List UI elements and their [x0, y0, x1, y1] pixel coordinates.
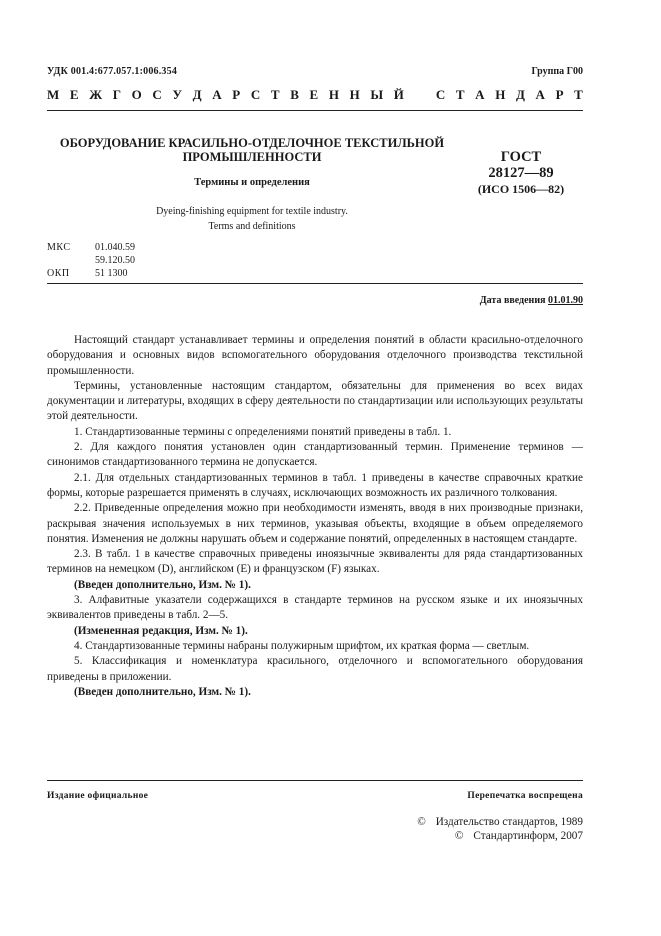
banner-letter: Й — [393, 87, 404, 102]
amendment-note: (Введен дополнительно, Изм. № 1). — [74, 578, 251, 591]
amendment-note: (Введен дополнительно, Изм. № 1). — [74, 685, 251, 698]
document-title — [47, 136, 457, 164]
title-line-1: ОБОРУДОВАНИЕ КРАСИЛЬНО-ОТДЕЛОЧНОЕ ТЕКСТИЛЬНОЙ — [59, 136, 445, 150]
body-paragraph: Настоящий стандарт устанавливает термины и определения понятий в области красильно-отделочного оборудования и основных видов вспомогательного оборудования отделочного производства текстильной промышленности. — [47, 334, 583, 377]
body-paragraph: 4. Стандартизованные термины набраны полужирным шрифтом, их краткая форма — светлым. — [74, 639, 530, 652]
copyright-line-2 — [417, 829, 583, 843]
document-body — [47, 333, 583, 700]
codes-divider — [47, 283, 583, 284]
copyright-block — [417, 815, 583, 843]
standard-banner — [47, 87, 583, 103]
effective-date — [480, 295, 583, 306]
document-subtitle: Термины и определения — [194, 177, 310, 188]
header-divider — [47, 110, 583, 111]
banner-letter: А — [212, 87, 222, 102]
edition-note: Издание официальное — [47, 791, 149, 801]
body-paragraph: 5. Классификация и номенклатура красильного, отделочного и вспомогательного оборудования приведены в приложении. — [47, 655, 583, 683]
banner-letter: О — [131, 87, 142, 102]
body-paragraph: 2. Для каждого понятия установлен один стандартизованный термин. Применение терминов — синонимов стандартизованного термина не допускается. — [47, 441, 583, 469]
gost-label: ГОСТ — [500, 149, 542, 165]
banner-letter: У — [172, 87, 182, 102]
banner-letter: Т — [270, 87, 280, 102]
copyright-text-1: Издательство стандартов, 1989 — [435, 816, 583, 828]
body-paragraph: 3. Алфавитные указатели содержащихся в стандарте терминов на русском языке и их иноязычных эквивалентов приведены в табл. 2—5. — [47, 594, 583, 622]
banner-letter: Т — [455, 87, 465, 102]
copyright-line-1 — [417, 815, 583, 829]
banner-letter: А — [475, 87, 485, 102]
classification-codes — [47, 241, 135, 280]
body-paragraph: Термины, установленные настоящим стандартом, обязательны для применения во всех видах документации и литературы, входящих в сферу деятельности по стандартизации или использующих результаты этой деятельности. — [47, 379, 583, 423]
gost-number: 28127—89 — [488, 165, 554, 181]
english-title-line-1: Dyeing-finishing equipment for textile industry. — [156, 206, 348, 217]
banner-letter: Е — [69, 87, 79, 102]
banner-letter: С — [152, 87, 162, 102]
reprint-note: Перепечатка воспрещена — [467, 791, 583, 801]
body-paragraph: 2.3. В табл. 1 в качестве справочных приведены иноязычные эквиваленты для ряда стандартизованных терминов на немецком (D), английском (E) и французском (F) языках. — [47, 548, 583, 576]
banner-letter: Ы — [370, 87, 384, 102]
effective-date-value: 01.01.90 — [548, 295, 583, 306]
code-row — [47, 241, 135, 254]
banner-letter: Р — [232, 87, 241, 102]
code-value: 51 1300 — [95, 268, 128, 279]
code-label — [47, 254, 95, 267]
code-label: ОКП — [47, 268, 70, 279]
code-label: МКС — [47, 242, 71, 253]
effective-date-label: Дата введения — [479, 295, 546, 306]
banner-letter: А — [535, 87, 545, 102]
banner-letter: Р — [555, 87, 564, 102]
code-value: 01.040.59 — [95, 242, 135, 253]
code-value: 59.120.50 — [95, 255, 135, 266]
body-paragraph: 2.2. Приведенные определения можно при необходимости изменять, вводя в них производные признаки, раскрывая значения используемых в них терминов, указывая объекты, входящие в объем определяемого понятия. Изменения не должны нарушать объем и содержание понятий, определенных в настоящем стандарте. — [47, 502, 583, 545]
banner-letter: С — [250, 87, 261, 102]
group-code: Группа Г00 — [531, 66, 583, 77]
banner-letter: Г — [112, 87, 122, 102]
banner-letter: Д — [192, 87, 202, 102]
banner-letter: Н — [349, 87, 360, 102]
footer-divider — [47, 780, 583, 781]
english-title-line-2: Terms and definitions — [208, 221, 296, 232]
code-row — [47, 254, 135, 267]
copyright-symbol: © — [417, 816, 426, 828]
banner-letter: Т — [574, 87, 583, 102]
banner-letter: Е — [309, 87, 319, 102]
banner-letter: В — [290, 87, 299, 102]
amendment-note: (Измененная редакция, Изм. № 1). — [74, 624, 248, 637]
gost-designation — [462, 150, 580, 197]
udk-code: УДК 001.4:677.057.1:006.354 — [47, 66, 178, 77]
copyright-symbol: © — [454, 830, 464, 842]
title-line-2: ПРОМЫШЛЕННОСТИ — [182, 150, 322, 164]
copyright-text-2: Стандартинформ, 2007 — [473, 830, 583, 842]
banner-letter: Н — [495, 87, 506, 102]
banner-letter: Н — [328, 87, 339, 102]
english-title — [47, 204, 457, 234]
iso-equivalent: (ИСО 1506—82) — [477, 182, 565, 196]
body-paragraph: 2.1. Для отдельных стандартизованных терминов в табл. 1 приведены в качестве справочных краткие формы, которые разрешается применять в случаях, исключающих возможность их различного толкования. — [47, 471, 583, 499]
banner-letter: С — [435, 87, 446, 102]
banner-letter: Д — [515, 87, 525, 102]
code-row — [47, 267, 135, 280]
body-paragraph: 1. Стандартизованные термины с определениями понятий приведены в табл. 1. — [74, 425, 452, 438]
banner-letter: Ж — [89, 87, 103, 102]
banner-letter: М — [47, 87, 60, 102]
